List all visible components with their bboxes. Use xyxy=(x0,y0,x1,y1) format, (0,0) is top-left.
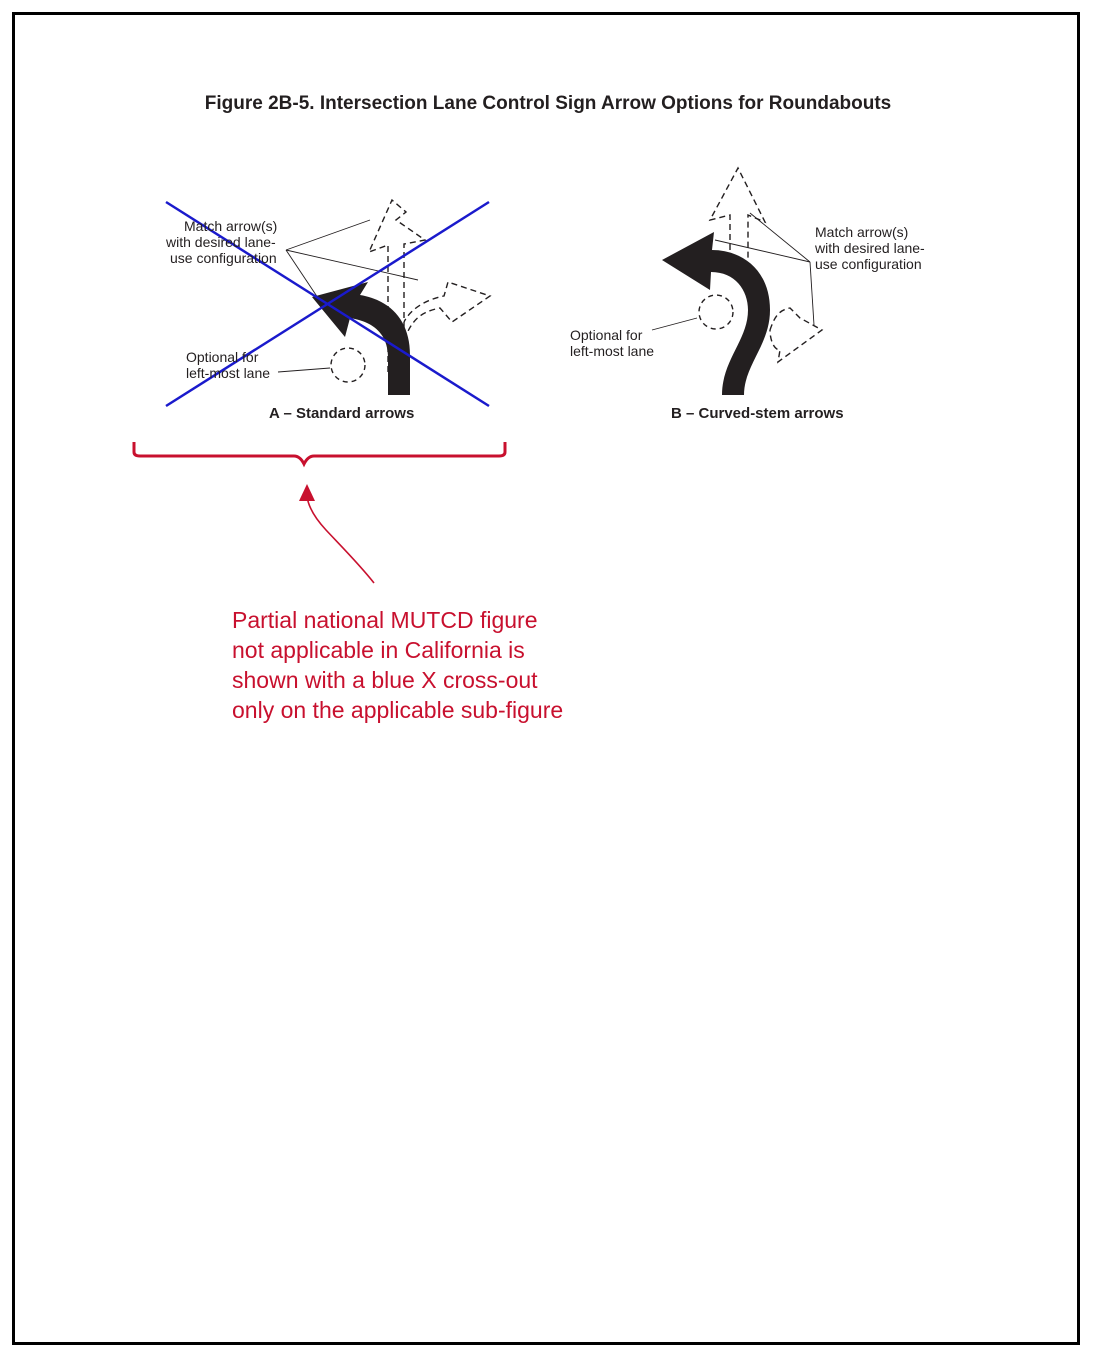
a-match-label-line1: Match arrow(s) xyxy=(184,218,278,234)
panel-b-drawing xyxy=(652,168,822,395)
panel-a-caption: A – Standard arrows xyxy=(269,405,415,422)
california-note: Partial national MUTCD figure not applicable in California is shown with a blue X cross-out only on the applicable sub-figure xyxy=(232,607,564,723)
a-dashed-right-arrow xyxy=(404,282,490,340)
a-leader-3 xyxy=(286,250,318,298)
a-optional-circle xyxy=(331,348,365,382)
red-pointer-arrowhead xyxy=(299,484,315,501)
panel-b-caption: B – Curved-stem arrows xyxy=(671,405,844,422)
a-leader-4 xyxy=(278,368,330,372)
a-leader-2 xyxy=(286,250,418,280)
b-optional-label-line1: Optional for xyxy=(570,327,643,343)
a-optional-label-line1: Optional for xyxy=(186,349,259,365)
a-match-label-line2: with desired lane- xyxy=(166,234,276,250)
red-annotation xyxy=(134,442,505,583)
a-match-label-line3: use configuration xyxy=(170,250,277,266)
figure-title: Figure 2B-5. Intersection Lane Control Sign Arrow Options for Roundabouts xyxy=(204,93,892,114)
b-match-label-line2: with desired lane- xyxy=(815,240,925,256)
b-match-label-line1: Match arrow(s) xyxy=(815,224,909,240)
b-dashed-through-arrow xyxy=(710,168,765,260)
b-leader-4 xyxy=(652,318,697,330)
red-brace xyxy=(134,442,505,464)
a-optional-label-line2: left-most lane xyxy=(186,365,271,381)
b-leader-3 xyxy=(810,262,814,325)
red-pointer-line xyxy=(307,496,374,583)
a-solid-left-arrow xyxy=(312,282,410,395)
b-optional-label-line2: left-most lane xyxy=(570,343,655,359)
b-solid-left-arrow xyxy=(662,232,770,395)
b-match-label-line3: use configuration xyxy=(815,256,922,272)
b-dashed-right-arrow xyxy=(770,308,822,362)
a-leader-1 xyxy=(286,220,370,250)
b-optional-circle xyxy=(699,295,733,329)
